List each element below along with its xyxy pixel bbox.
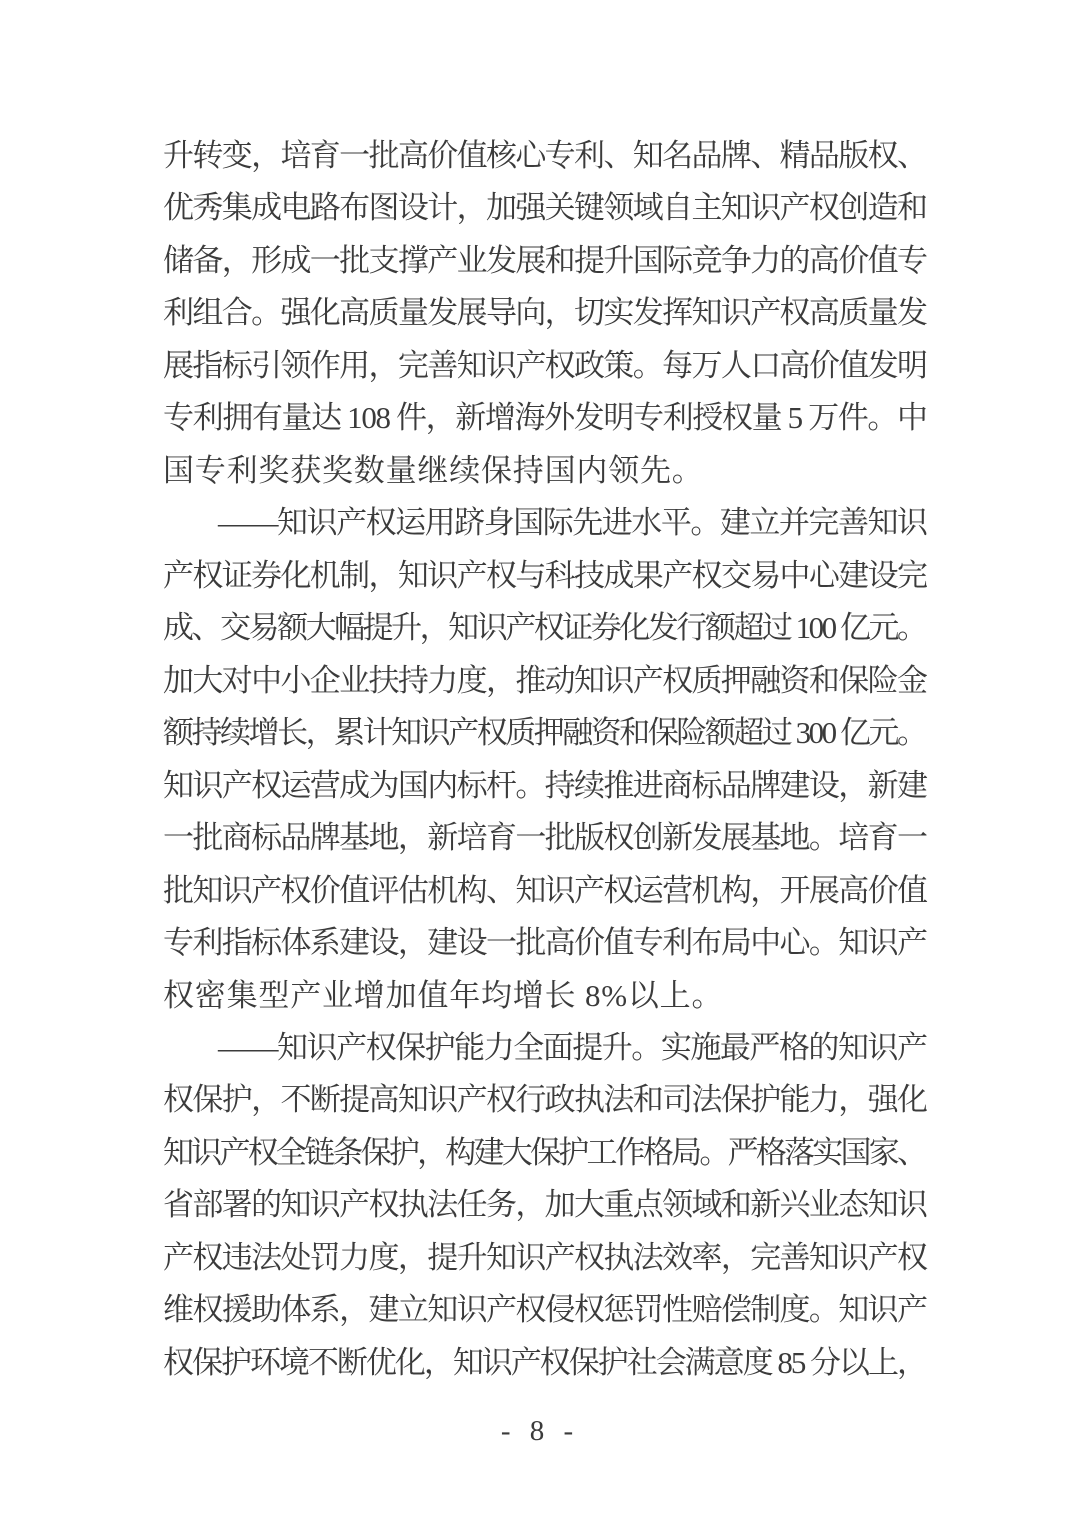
text-line-content: 展指标引领作用，完善知识产权政策。每万人口高价值发明 <box>163 347 927 383</box>
text-line <box>163 340 928 392</box>
text-line-content: 维权援助体系，建立知识产权侵权惩罚性赔偿制度。知识产 <box>163 1292 927 1328</box>
page-number: - 8 - <box>500 1415 580 1447</box>
text-line <box>163 1284 928 1336</box>
text-line-content: 权保护，不断提高知识产权行政执法和司法保护能力，强化 <box>163 1082 927 1118</box>
text-line-content: 升转变，培育一批高价值核心专利、知名品牌、精品版权、 <box>163 138 927 173</box>
text-line <box>163 707 928 759</box>
text-line <box>163 1127 928 1179</box>
text-line-content: 知识产权全链条保护，构建大保护工作格局。严格落实国家、 <box>163 1134 926 1170</box>
text-line-content: 利组合。强化高质量发展导向，切实发挥知识产权高质量发 <box>163 295 927 331</box>
text-line <box>163 445 928 497</box>
text-line <box>163 865 928 917</box>
text-line <box>163 550 928 602</box>
text-line <box>163 655 928 707</box>
text-line-content: 成、交易额大幅提升，知识产权证券化发行额超过 100 亿元。 <box>163 610 926 646</box>
text-line <box>163 1022 928 1074</box>
text-line <box>163 182 928 234</box>
text-line <box>163 760 928 812</box>
text-line-content: 专利拥有量达 108 件，新增海外发明专利授权量 5 万件。中 <box>163 400 927 436</box>
text-line-content: 产权证券化机制，知识产权与科技成果产权交易中心建设完 <box>163 557 927 593</box>
page-footer <box>0 1409 1080 1453</box>
text-line <box>163 392 928 444</box>
text-line <box>163 917 928 969</box>
text-line <box>163 812 928 864</box>
text-line <box>163 130 928 182</box>
text-line-content: 加大对中小企业扶持力度，推动知识产权质押融资和保险金 <box>163 662 927 698</box>
text-line-content: 专利指标体系建设，建设一批高价值专利布局中心。知识产 <box>163 925 927 961</box>
text-line <box>163 235 928 287</box>
text-line <box>163 497 928 549</box>
text-line-content: 批知识产权价值评估机构、知识产权运营机构，开展高价值 <box>163 872 927 908</box>
text-line-content: 省部署的知识产权执法任务，加大重点领域和新兴业态知识 <box>163 1187 927 1223</box>
text-line-content: 国专利奖获奖数量继续保持国内领先。 <box>163 452 704 488</box>
text-line <box>163 970 928 1022</box>
text-line-content: 知识产权运营成为国内标杆。持续推进商标品牌建设，新建 <box>163 767 927 803</box>
text-line <box>163 602 928 654</box>
text-line-content: 额持续增长，累计知识产权质押融资和保险额超过 300 亿元。 <box>163 715 926 751</box>
text-line-content: 权保护环境不断优化，知识产权保护社会满意度 85 分以上， <box>163 1344 926 1380</box>
text-line <box>163 1179 928 1231</box>
text-line <box>163 1337 928 1389</box>
text-line-content: 产权违法处罚力度，提升知识产权执法效率，完善知识产权 <box>163 1239 927 1275</box>
text-line-content: ——知识产权保护能力全面提升。实施最严格的知识产 <box>218 1029 927 1065</box>
text-line <box>163 1232 928 1284</box>
document-body <box>163 130 928 1389</box>
text-line-content: ——知识产权运用跻身国际先进水平。建立并完善知识 <box>218 505 927 541</box>
text-line <box>163 1074 928 1126</box>
text-line-content: 一批商标品牌基地，新培育一批版权创新发展基地。培育一 <box>163 820 927 856</box>
text-line-content: 储备，形成一批支撑产业发展和提升国际竞争力的高价值专 <box>163 242 927 278</box>
text-line-content: 优秀集成电路布图设计，加强关键领域自主知识产权创造和 <box>163 190 927 226</box>
text-line-content: 权密集型产业增加值年均增长 8%以上。 <box>163 977 724 1013</box>
text-line <box>163 287 928 339</box>
